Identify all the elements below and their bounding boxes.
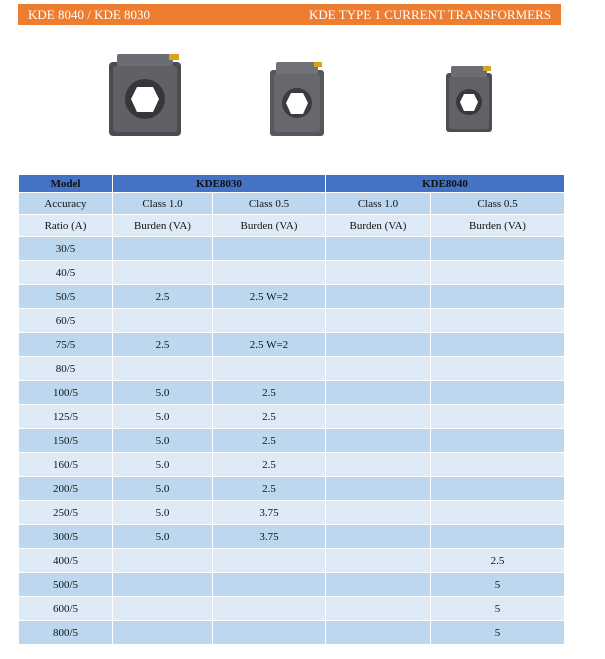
burden-value-cell: 3.75 (213, 525, 326, 549)
accuracy-label: Accuracy (19, 193, 113, 215)
burden-value-cell: 2.5 (113, 285, 213, 309)
burden-value-cell (213, 573, 326, 597)
burden-value-cell (326, 573, 431, 597)
burden-value-cell: 2.5 (213, 429, 326, 453)
burden-value-cell (213, 261, 326, 285)
burden-value-cell: 5.0 (113, 525, 213, 549)
burden-value-cell (326, 309, 431, 333)
burden-value-cell: 5.0 (113, 381, 213, 405)
burden-value-cell (113, 237, 213, 261)
burden-value-cell (326, 333, 431, 357)
table-row (19, 237, 565, 261)
burden-value-cell: 5 (431, 597, 565, 621)
ratio-cell: 50/5 (19, 285, 113, 309)
burden-value-cell (326, 237, 431, 261)
burden-value-cell (431, 501, 565, 525)
header-left-title: KDE 8040 / KDE 8030 (28, 6, 151, 22)
burden-label: Burden (VA) (431, 215, 565, 237)
class-cell: Class 0.5 (213, 193, 326, 215)
burden-value-cell (326, 429, 431, 453)
burden-value-cell: 2.5 (431, 549, 565, 573)
burden-value-cell (431, 405, 565, 429)
class-cell: Class 1.0 (326, 193, 431, 215)
table-row (19, 429, 565, 453)
burden-value-cell: 2.5 (113, 333, 213, 357)
burden-value-cell (113, 261, 213, 285)
burden-value-cell (326, 549, 431, 573)
ratio-cell: 150/5 (19, 429, 113, 453)
burden-value-cell (113, 573, 213, 597)
table-row (19, 525, 565, 549)
table-row (19, 549, 565, 573)
burden-value-cell: 5.0 (113, 429, 213, 453)
class-cell: Class 0.5 (431, 193, 565, 215)
burden-value-cell: 2.5 (213, 477, 326, 501)
burden-value-cell (326, 381, 431, 405)
burden-value-cell (326, 597, 431, 621)
burden-value-cell (431, 237, 565, 261)
burden-value-cell: 2.5 W=2 (213, 333, 326, 357)
ratio-cell: 200/5 (19, 477, 113, 501)
model-kde8030: KDE8030 (113, 175, 326, 193)
burden-value-cell (213, 237, 326, 261)
burden-value-cell (431, 333, 565, 357)
burden-value-cell (113, 357, 213, 381)
ratio-cell: 40/5 (19, 261, 113, 285)
burden-value-cell (326, 261, 431, 285)
burden-value-cell (326, 525, 431, 549)
table-row (19, 573, 565, 597)
burden-value-cell: 2.5 (213, 381, 326, 405)
ratio-cell: 500/5 (19, 573, 113, 597)
ratio-cell: 300/5 (19, 525, 113, 549)
burden-value-cell (431, 381, 565, 405)
ratio-header-row (19, 215, 565, 237)
burden-value-cell: 2.5 W=2 (213, 285, 326, 309)
table-row (19, 357, 565, 381)
ratio-cell: 30/5 (19, 237, 113, 261)
current-transformer-small-icon (444, 64, 494, 134)
burden-value-cell (326, 621, 431, 645)
ratio-cell: 160/5 (19, 453, 113, 477)
product-images (0, 50, 605, 150)
burden-value-cell (113, 549, 213, 573)
ratio-cell: 800/5 (19, 621, 113, 645)
header-right-title: KDE TYPE 1 CURRENT TRANSFORMERS (309, 6, 551, 22)
accuracy-row (19, 193, 565, 215)
ratio-cell: 125/5 (19, 405, 113, 429)
burden-value-cell: 5.0 (113, 405, 213, 429)
burden-value-cell: 5 (431, 573, 565, 597)
burden-label: Burden (VA) (326, 215, 431, 237)
burden-value-cell (326, 453, 431, 477)
burden-value-cell (213, 549, 326, 573)
table-row (19, 597, 565, 621)
burden-value-cell (213, 309, 326, 333)
burden-value-cell: 5.0 (113, 453, 213, 477)
burden-value-cell (431, 429, 565, 453)
burden-value-cell (213, 357, 326, 381)
burden-value-cell (431, 285, 565, 309)
burden-value-cell (431, 525, 565, 549)
table-row (19, 333, 565, 357)
burden-value-cell: 5.0 (113, 477, 213, 501)
burden-value-cell (431, 261, 565, 285)
ratio-cell: 600/5 (19, 597, 113, 621)
table-row (19, 501, 565, 525)
burden-value-cell (113, 597, 213, 621)
ratio-cell: 100/5 (19, 381, 113, 405)
table-row (19, 381, 565, 405)
table-row (19, 405, 565, 429)
ratio-cell: 250/5 (19, 501, 113, 525)
burden-value-cell (431, 453, 565, 477)
table-row (19, 261, 565, 285)
burden-value-cell: 2.5 (213, 405, 326, 429)
ratio-cell: 400/5 (19, 549, 113, 573)
class-cell: Class 1.0 (113, 193, 213, 215)
ratio-cell: 75/5 (19, 333, 113, 357)
burden-value-cell (326, 477, 431, 501)
burden-value-cell (326, 405, 431, 429)
table-row (19, 309, 565, 333)
burden-value-cell (113, 309, 213, 333)
header-banner (18, 4, 561, 25)
burden-value-cell (431, 309, 565, 333)
model-label: Model (19, 175, 113, 193)
burden-value-cell: 5 (431, 621, 565, 645)
burden-value-cell (113, 621, 213, 645)
burden-value-cell (431, 357, 565, 381)
burden-value-cell (213, 597, 326, 621)
model-kde8040: KDE8040 (326, 175, 565, 193)
table-row (19, 285, 565, 309)
burden-label: Burden (VA) (113, 215, 213, 237)
burden-value-cell: 3.75 (213, 501, 326, 525)
table-row (19, 621, 565, 645)
burden-value-cell (431, 477, 565, 501)
model-header-row (19, 175, 565, 193)
burden-value-cell (326, 501, 431, 525)
burden-value-cell (326, 285, 431, 309)
current-transformer-large-icon (107, 52, 183, 138)
current-transformer-medium-icon (268, 60, 326, 138)
ratings-body (19, 237, 565, 645)
ratio-cell: 60/5 (19, 309, 113, 333)
ratio-cell: 80/5 (19, 357, 113, 381)
burden-value-cell (326, 357, 431, 381)
burden-value-cell: 5.0 (113, 501, 213, 525)
ratio-label: Ratio (A) (19, 215, 113, 237)
burden-value-cell (213, 621, 326, 645)
table-row (19, 453, 565, 477)
burden-value-cell: 2.5 (213, 453, 326, 477)
burden-label: Burden (VA) (213, 215, 326, 237)
table-row (19, 477, 565, 501)
ratings-table (18, 174, 565, 645)
